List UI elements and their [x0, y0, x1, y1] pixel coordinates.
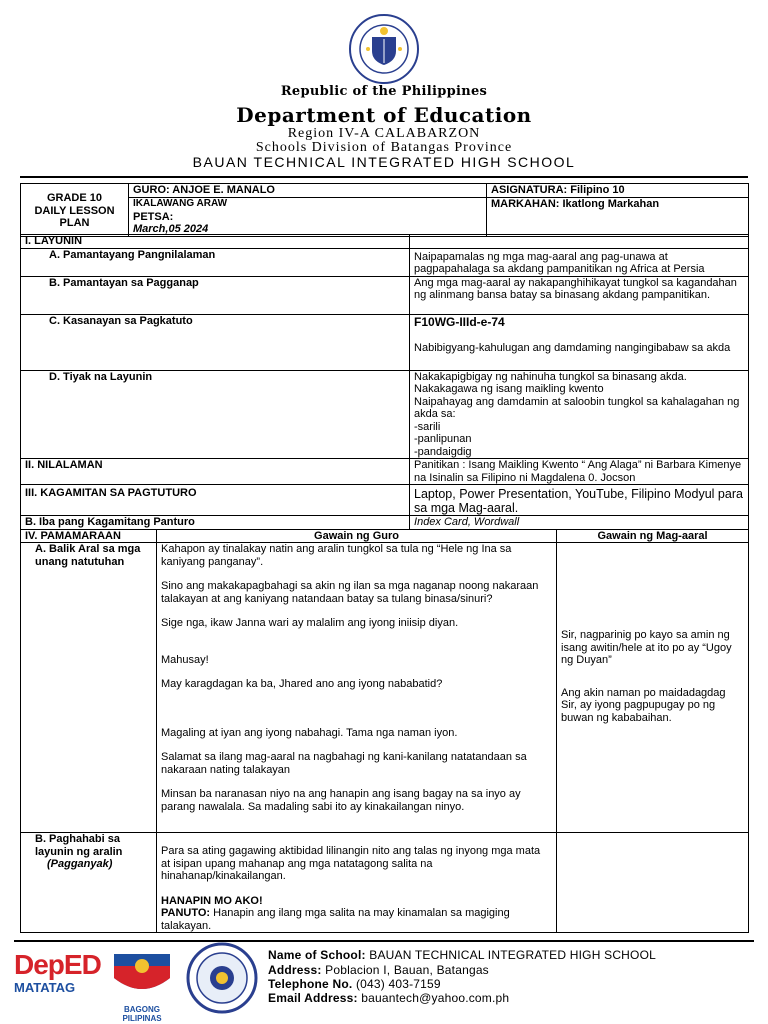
layunin-heading: I. LAYUNIN [21, 235, 410, 249]
lesson-info-table [20, 183, 749, 237]
region-heading: Region IV-A CALABARZON [287, 126, 481, 141]
bagong-pilipinas-icon [108, 948, 176, 1000]
paghahabi-label-cell [21, 833, 157, 933]
footer-phone-value: (043) 403-7159 [355, 977, 441, 991]
guro-column-header: Gawain ng Guro [157, 529, 557, 543]
iba-label: B. Iba pang Kagamitang Panturo [21, 516, 410, 530]
deped-matatag-logo [14, 949, 101, 1006]
tiyak-line: -sarili [414, 420, 441, 433]
pagganap-text: Ang mga mag-aaral ay nakapanghihikayat tungkol sa kagandahan ng alinmang bansa batay sa binasang akdang pampanitikan. [410, 276, 749, 314]
balik-aral-label: A. Balik Aral sa mga unang natutuhan [21, 543, 157, 833]
deped-logo-text: DepED [14, 949, 101, 980]
matatag-logo-text: MATATAG [14, 980, 76, 995]
teacher-label: GURO: ANJOE E. MANALO [129, 184, 487, 198]
kasanayan-text: Nabibigyang-kahulugan ang damdaming nangingibabaw sa akda [414, 341, 731, 354]
footer-email-value: bauantech@yahoo.com.ph [361, 991, 510, 1005]
kasanayan-code: F10WG-IIId-e-74 [414, 314, 505, 329]
guro-paragraph: May karagdagan ka ba, Jhared ano ang iyong nababatid? [161, 678, 443, 690]
tiyak-line: -panlipunan [414, 433, 472, 445]
pagganap-label: B. Pamantayan sa Pagganap [21, 276, 410, 314]
guro-paragraph: Mahusay! [161, 653, 209, 666]
bagong-pilipinas-logo [108, 948, 176, 1023]
tiyak-line: Nakakapigbigay ng nahinuha tungkol sa binasang akda. [414, 370, 687, 383]
magaaral-paragraph: Sir, nagparinig po kayo sa amin ng isang awitin/hele at ito po ay “Ugoy ng Duyan” [561, 629, 732, 666]
day-label: IKALAWANG ARAW [129, 198, 487, 211]
date-label: PETSA: [133, 210, 174, 223]
magaaral-column-header: Gawain ng Mag-aaral [557, 529, 749, 543]
nilalaman-heading: II. NILALAMAN [21, 459, 410, 485]
guro-paragraph: Sino ang makakapagbahagi sa akin ng ilan sa mga naganap noong nakaraan talakayan at ang kaniyang natandaan batay sa tulang binasa/sinuri? [161, 580, 539, 605]
footer-address [268, 963, 489, 977]
subject-label: ASIGNATURA: Filipino 10 [487, 184, 749, 198]
school-heading: BAUAN TECHNICAL INTEGRATED HIGH SCHOOL [192, 154, 576, 170]
plan-label: DAILY LESSON PLAN [34, 204, 115, 230]
grade-label: GRADE 10 [46, 192, 103, 205]
pamantayang-label: A. Pamantayang Pangnilalaman [21, 248, 410, 276]
guro-paragraph: Sige nga, ikaw Janna wari ay malalim ang iyong iniisip diyan. [161, 617, 459, 629]
magaaral-paragraph: Ang akin naman po maidadagdag Sir, ay iyong pagpupugay po ng buwan ng kababaihan. [561, 686, 726, 724]
footer-divider [14, 940, 754, 942]
republic-heading: Republic of the Philippines [280, 84, 488, 99]
paghahabi-label: B. Paghahabi sa layunin ng aralin [35, 833, 123, 858]
hanapin-title: HANAPIN MO AKO! [161, 894, 263, 907]
tiyak-line: Nakakagawa ng isang maikling kwento [414, 383, 604, 395]
grade-cell [21, 184, 129, 237]
footer-phone [268, 977, 441, 991]
header-divider [20, 176, 748, 178]
footer-email [268, 991, 509, 1005]
footer-school-value: BAUAN TECHNICAL INTEGRATED HIGH SCHOOL [369, 948, 656, 962]
tiyak-line: Naipahayag ang damdamin at saloobin tungkol sa kahalagahan ng akda sa: [414, 395, 740, 420]
kasanayan-cell [410, 314, 749, 370]
department-heading: Department of Education [236, 103, 532, 127]
division-heading: Schools Division of Batangas Province [255, 140, 513, 155]
pagganyak-label: (Pagganyak) [47, 858, 113, 870]
kagamitan-text: Laptop, Power Presentation, YouTube, Filipino Modyul para sa mga Mag-aaral. [410, 485, 749, 516]
date-cell [129, 211, 487, 237]
deped-seal-icon [348, 13, 420, 85]
date-value: March,05 2024 [133, 223, 209, 235]
tiyak-label: D. Tiyak na Layunin [21, 370, 410, 459]
paghahabi-guro [157, 833, 557, 933]
footer-school [268, 948, 656, 962]
iba-text: Index Card, Wordwall [410, 516, 749, 530]
tiyak-cell [410, 370, 749, 459]
pamantayang-text: Naipapamalas ng mga mag-aaral ang pag-unawa at pagpapahalaga sa akdang pampanitikan ng Africa at Persia [410, 248, 749, 276]
guro-paragraph: Minsan ba naranasan niyo na ang hanapin ang isang bagay na sa inyo ay parang nawalala. Sa madaling sabi ito ay kinakailangan ninyo. [161, 788, 521, 813]
nilalaman-text: Panitikan : Isang Maikling Kwento “ Ang Alaga” ni Barbara Kimenye na Isinalin sa Filipino ni Magdalena 0. Jocson [410, 459, 749, 485]
guro-paragraph: Magaling at iyan ang iyong nabahagi. Tama nga naman iyon. [161, 726, 458, 739]
footer-phone-label: Telephone No. [268, 977, 353, 991]
balik-aral-guro [157, 543, 557, 833]
footer-address-label: Address: [268, 963, 322, 977]
footer-address-value: Poblacion I, Bauan, Batangas [325, 963, 489, 977]
lesson-plan-table [20, 234, 749, 933]
school-seal-icon [186, 942, 258, 1014]
tiyak-line: -pandaigdig [414, 445, 472, 458]
guro-paragraph: Kahapon ay tinalakay natin ang aralin tungkol sa tula ng “Hele ng Ina sa kaniyang panganay”. [161, 543, 512, 568]
footer-email-label: Email Address: [268, 991, 358, 1005]
kasanayan-label: C. Kasanayan sa Pagkatuto [21, 314, 410, 370]
quarter-label: MARKAHAN: Ikatlong Markahan [487, 198, 749, 237]
kagamitan-heading: III. KAGAMITAN SA PAGTUTURO [21, 485, 410, 516]
balik-aral-magaaral [557, 543, 749, 833]
footer-school-label: Name of School: [268, 948, 366, 962]
pamamaraan-heading: IV. PAMAMARAAN [21, 529, 157, 543]
paghahabi-text: Para sa ating gagawing aktibidad lilinangin nito ang talas ng inyong mga mata at isipan upang mahanap ang mga natatagong salita na hinahanap/kinakailangan. [161, 845, 541, 882]
guro-paragraph: Salamat sa ilang mag-aaral na nagbahagi ng kani-kanilang natatandaan sa nakaraan nating talakayan [161, 751, 527, 776]
bagong-pilipinas-text: BAGONG PILIPINAS [122, 1005, 162, 1023]
panuto-line [161, 907, 552, 932]
panuto-label: PANUTO: [161, 907, 211, 919]
panuto-text: Hanapin ang ilang mga salita na may kinamalan sa magiging talakayan. [161, 907, 510, 932]
